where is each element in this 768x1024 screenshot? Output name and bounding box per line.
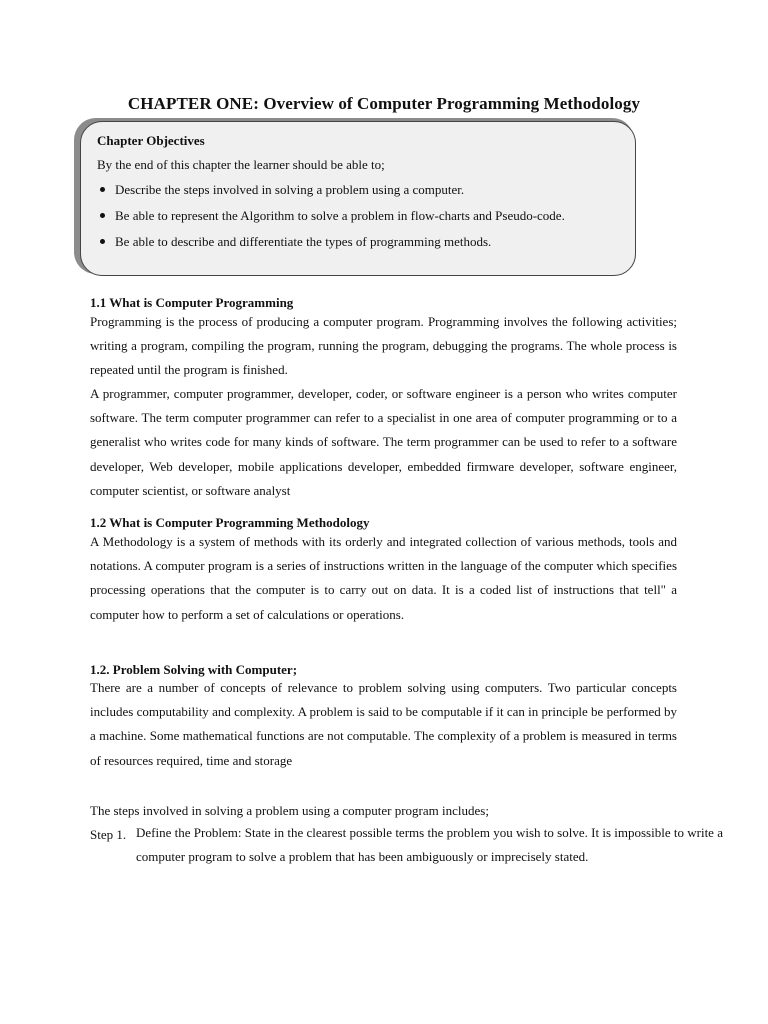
objective-item — [97, 234, 565, 260]
bullet-icon — [100, 239, 105, 244]
objective-item — [97, 208, 565, 234]
objectives-intro: By the end of this chapter the learner should be able to; — [97, 157, 385, 172]
problem-solving-paragraph: There are a number of concepts of relevance to problem solving using computers. Two particular concepts includes computability and complexity. A problem is said to be computable if it can in principle be performed by a machine. Some mathematical functions are not computable. The complexity of a problem is measured in terms of resources required, time and storage — [90, 680, 677, 768]
objective-item — [97, 182, 565, 208]
section-1-2-heading: 1.2 What is Computer Programming Methodology — [90, 515, 370, 530]
chapter-objectives-box — [80, 121, 636, 276]
section-1-1-paragraph-1: Programming is the process of producing a computer program. Programming involves the following activities; writing a program, compiling the program, running the program, debugging the programs. The whole process is repeated until the program is finished. — [90, 314, 677, 378]
objective-text: Describe the steps involved in solving a problem using a computer. — [115, 182, 465, 197]
steps-intro: The steps involved in solving a problem using a computer program includes; — [90, 803, 489, 818]
chapter-title: CHAPTER ONE: Overview of Computer Programming Methodology — [127, 94, 641, 113]
objective-text: Be able to represent the Algorithm to solve a problem in flow-charts and Pseudo-code. — [115, 208, 565, 223]
step-1-body: Define the Problem: State in the clearest possible terms the problem you wish to solve. It is impossible to write a computer program to solve a problem that has been ambiguously or imprecisely stated. — [136, 825, 723, 865]
bullet-icon — [100, 213, 105, 218]
objectives-heading: Chapter Objectives — [97, 133, 205, 148]
section-1-2-paragraph: A Methodology is a system of methods with its orderly and integrated collection of various methods, tools and notations. A computer program is a series of instructions written in the language of the computer which specifies processing operations that the computer is to carry out on data. It is a coded list of instructions that tell" a computer how to perform a set of calculations or operations. — [90, 534, 677, 622]
step-1-label: Step 1. — [90, 827, 127, 842]
objective-text: Be able to describe and differentiate the types of programming methods. — [115, 234, 492, 249]
section-1-1-paragraph-2: A programmer, computer programmer, developer, coder, or software engineer is a person who writes computer software. The term computer programmer can refer to a specialist in one area of computer programming or to a generalist who writes code for many kinds of software. The term programmer can be used to refer to a software developer, Web developer, mobile applications developer, embedded firmware developer, software engineer, computer scientist, or software analyst — [90, 386, 677, 498]
problem-solving-heading: 1.2. Problem Solving with Computer; — [90, 662, 298, 677]
step-1-text — [136, 821, 723, 869]
bullet-icon — [100, 187, 105, 192]
objectives-list — [97, 182, 565, 260]
section-1-1-heading: 1.1 What is Computer Programming — [90, 295, 294, 310]
